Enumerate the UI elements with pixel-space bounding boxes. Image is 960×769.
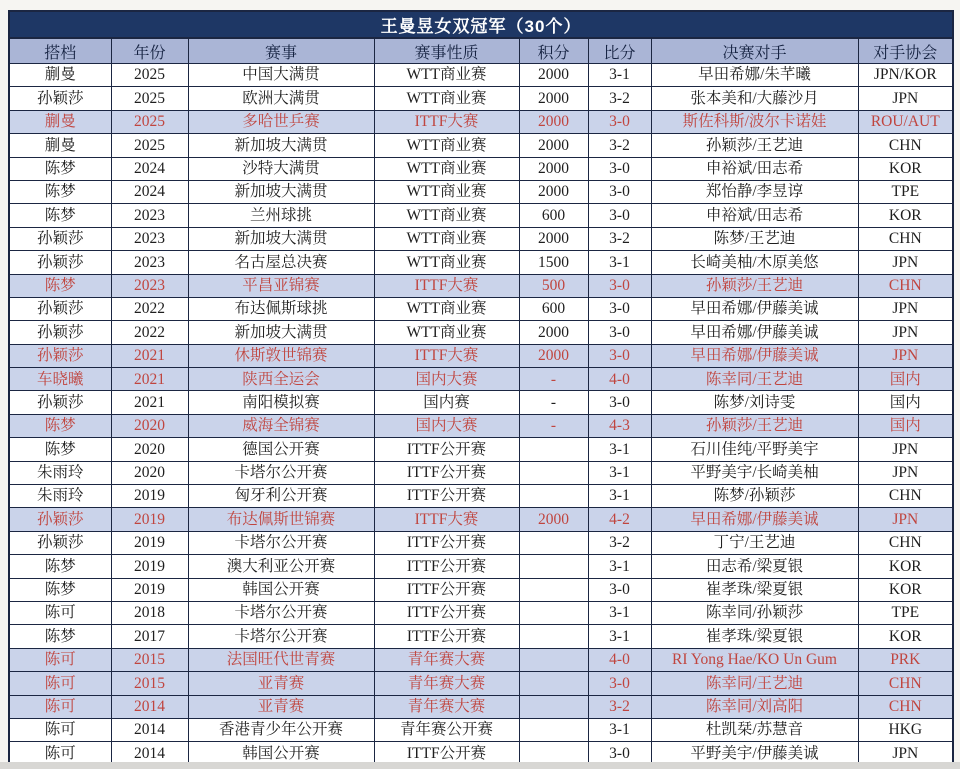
table-cell: KOR (858, 578, 953, 601)
table-row (9, 87, 953, 110)
table-cell (519, 695, 588, 718)
table-cell: 多哈世乒赛 (188, 110, 374, 133)
table-cell: 3-2 (588, 695, 651, 718)
table-cell: 3-2 (588, 87, 651, 110)
table-cell: PRK (858, 648, 953, 671)
table-cell: WTT商业赛 (374, 157, 519, 180)
table-cell: ITTF公开赛 (374, 485, 519, 508)
column-header: 搭档 (9, 38, 111, 64)
table-title: 王曼昱女双冠军（30个） (9, 11, 953, 38)
table-cell: 4-0 (588, 648, 651, 671)
table-cell: 陕西全运会 (188, 368, 374, 391)
table-cell: 名古屋总决赛 (188, 251, 374, 274)
table-cell: 平昌亚锦赛 (188, 274, 374, 297)
table-cell: 石川佳纯/平野美宇 (651, 438, 858, 461)
title-row (9, 11, 953, 38)
table-cell: WTT商业赛 (374, 87, 519, 110)
table-cell: CHN (858, 485, 953, 508)
table-cell: WTT商业赛 (374, 297, 519, 320)
table-cell: CHN (858, 134, 953, 157)
table-row (9, 204, 953, 227)
table-cell: 600 (519, 204, 588, 227)
table-cell: 孙颖莎 (9, 251, 111, 274)
table-cell: TPE (858, 601, 953, 624)
table-row (9, 508, 953, 531)
table-cell: 杜凯栞/苏慧音 (651, 718, 858, 741)
table-cell: 2000 (519, 180, 588, 203)
table-cell: 3-0 (588, 204, 651, 227)
table-cell: 2000 (519, 321, 588, 344)
table-cell: 国内 (858, 391, 953, 414)
table-cell: 亚青赛 (188, 672, 374, 695)
table-row (9, 368, 953, 391)
table-cell: 3-0 (588, 297, 651, 320)
table-row (9, 461, 953, 484)
table-cell: 孙颖莎 (9, 391, 111, 414)
table-cell: 卡塔尔公开赛 (188, 601, 374, 624)
table-row (9, 134, 953, 157)
table-cell: 卡塔尔公开赛 (188, 531, 374, 554)
table-cell: 陈梦 (9, 204, 111, 227)
column-header: 赛事 (188, 38, 374, 64)
table-cell: 2015 (111, 672, 188, 695)
table-cell: 陈梦 (9, 555, 111, 578)
table-cell: 亚青赛 (188, 695, 374, 718)
table-cell: 陈梦/王艺迪 (651, 227, 858, 250)
table-cell: 陈梦 (9, 180, 111, 203)
table-cell (519, 578, 588, 601)
table-cell: 孙颖莎 (9, 297, 111, 320)
table-cell: 2000 (519, 227, 588, 250)
table-cell: 孙颖莎/王艺迪 (651, 414, 858, 437)
table-cell: 休斯敦世锦赛 (188, 344, 374, 367)
table-cell: 3-1 (588, 438, 651, 461)
table-cell: 600 (519, 297, 588, 320)
table-cell: 2019 (111, 531, 188, 554)
table-cell: 陈幸同/孙颖莎 (651, 601, 858, 624)
table-cell: 陈幸同/王艺迪 (651, 368, 858, 391)
table-cell: 2000 (519, 157, 588, 180)
table-cell: 3-1 (588, 718, 651, 741)
table-cell: 2019 (111, 578, 188, 601)
table-cell: 陈幸同/王艺迪 (651, 672, 858, 695)
table-row (9, 695, 953, 718)
table-row (9, 648, 953, 671)
table-cell: 威海全锦赛 (188, 414, 374, 437)
table-cell: 陈幸同/刘高阳 (651, 695, 858, 718)
table-cell: JPN (858, 321, 953, 344)
table-cell: - (519, 368, 588, 391)
table-cell: 陈梦 (9, 438, 111, 461)
table-cell: RI Yong Hae/KO Un Gum (651, 648, 858, 671)
table-cell: 韩国公开赛 (188, 742, 374, 766)
table-cell: WTT商业赛 (374, 321, 519, 344)
table-cell: 陈可 (9, 648, 111, 671)
table-cell: ROU/AUT (858, 110, 953, 133)
column-header: 年份 (111, 38, 188, 64)
table-cell: 孙颖莎 (9, 344, 111, 367)
table-cell: 2020 (111, 438, 188, 461)
table-cell: ITTF公开赛 (374, 625, 519, 648)
table-cell: 3-1 (588, 601, 651, 624)
table-cell: 国内大赛 (374, 368, 519, 391)
table-cell: 陈梦 (9, 274, 111, 297)
table-cell: WTT商业赛 (374, 134, 519, 157)
table-cell: 孙颖莎 (9, 87, 111, 110)
table-cell: 平野美宇/伊藤美诚 (651, 742, 858, 766)
table-cell: 2000 (519, 110, 588, 133)
table-row (9, 64, 953, 87)
table-cell: 蒯曼 (9, 64, 111, 87)
table-cell: 3-0 (588, 391, 651, 414)
table-cell: 3-1 (588, 555, 651, 578)
table-cell: 陈梦 (9, 625, 111, 648)
table-cell: - (519, 391, 588, 414)
table-row (9, 321, 953, 344)
table-cell: 2014 (111, 695, 188, 718)
table-cell (519, 625, 588, 648)
table-cell: 中国大满贯 (188, 64, 374, 87)
table-cell: 2021 (111, 368, 188, 391)
table-cell: 陈可 (9, 672, 111, 695)
table-cell: TPE (858, 180, 953, 203)
table-cell: 2000 (519, 64, 588, 87)
table-cell: WTT商业赛 (374, 227, 519, 250)
table-cell: 3-2 (588, 134, 651, 157)
table-row (9, 180, 953, 203)
table-cell: 2000 (519, 508, 588, 531)
table-cell: 2023 (111, 251, 188, 274)
table-cell: 3-1 (588, 251, 651, 274)
table-cell: 3-2 (588, 531, 651, 554)
table-cell: 田志希/梁夏银 (651, 555, 858, 578)
column-header: 比分 (588, 38, 651, 64)
table-cell: 青年赛公开赛 (374, 718, 519, 741)
column-header: 赛事性质 (374, 38, 519, 64)
table-cell: 欧洲大满贯 (188, 87, 374, 110)
table-cell: 陈可 (9, 718, 111, 741)
table-cell: 陈梦/刘诗雯 (651, 391, 858, 414)
table-cell: CHN (858, 227, 953, 250)
table-cell: 国内赛 (374, 391, 519, 414)
column-header: 积分 (519, 38, 588, 64)
table-cell: 孙颖莎 (9, 227, 111, 250)
table-row (9, 110, 953, 133)
table-cell: 4-3 (588, 414, 651, 437)
table-row (9, 485, 953, 508)
table-cell: 孙颖莎/王艺迪 (651, 134, 858, 157)
table-cell: 早田希娜/朱芊曦 (651, 64, 858, 87)
table-cell: 青年赛大赛 (374, 672, 519, 695)
table-cell: 沙特大满贯 (188, 157, 374, 180)
table-cell: JPN/KOR (858, 64, 953, 87)
table-cell (519, 648, 588, 671)
table-cell: 布达佩斯世锦赛 (188, 508, 374, 531)
table-row (9, 625, 953, 648)
table-cell: 2021 (111, 344, 188, 367)
table-cell: 2023 (111, 227, 188, 250)
table-cell: 孙颖莎 (9, 321, 111, 344)
table-cell: JPN (858, 438, 953, 461)
table-cell: JPN (858, 297, 953, 320)
table-cell: 500 (519, 274, 588, 297)
table-cell: 长崎美柚/木原美悠 (651, 251, 858, 274)
table-cell: 崔孝珠/梁夏银 (651, 578, 858, 601)
table-cell: ITTF公开赛 (374, 531, 519, 554)
table-cell: 2018 (111, 601, 188, 624)
table-cell (519, 601, 588, 624)
column-header: 决赛对手 (651, 38, 858, 64)
championships-table (8, 10, 954, 767)
table-cell: 3-0 (588, 672, 651, 695)
table-cell: 3-0 (588, 110, 651, 133)
table-cell: JPN (858, 742, 953, 766)
table-cell: 3-0 (588, 742, 651, 766)
table-cell: 韩国公开赛 (188, 578, 374, 601)
table-cell: CHN (858, 274, 953, 297)
table-cell (519, 461, 588, 484)
table-cell: 3-0 (588, 344, 651, 367)
table-cell: 早田希娜/伊藤美诚 (651, 508, 858, 531)
table-cell: 南阳模拟赛 (188, 391, 374, 414)
table-cell: ITTF公开赛 (374, 438, 519, 461)
table-cell: 陈可 (9, 695, 111, 718)
table-row (9, 718, 953, 741)
table-cell: 申裕斌/田志希 (651, 204, 858, 227)
table-cell: ITTF公开赛 (374, 742, 519, 766)
table-cell: 国内大赛 (374, 414, 519, 437)
table-cell: 3-1 (588, 625, 651, 648)
table-row (9, 578, 953, 601)
table-row (9, 391, 953, 414)
table-cell: ITTF大赛 (374, 274, 519, 297)
table-cell: WTT商业赛 (374, 251, 519, 274)
table-cell: 3-0 (588, 578, 651, 601)
table-row (9, 672, 953, 695)
table-cell: 新加坡大满贯 (188, 321, 374, 344)
table-cell: 3-1 (588, 64, 651, 87)
table-cell: 2023 (111, 204, 188, 227)
table-cell: - (519, 414, 588, 437)
table-cell: 法国旺代世青赛 (188, 648, 374, 671)
table-cell: 青年赛大赛 (374, 648, 519, 671)
table-cell: 4-0 (588, 368, 651, 391)
table-row (9, 531, 953, 554)
table-cell: 2025 (111, 87, 188, 110)
table-cell: CHN (858, 531, 953, 554)
table-cell: HKG (858, 718, 953, 741)
table-cell: 卡塔尔公开赛 (188, 625, 374, 648)
table-cell: CHN (858, 672, 953, 695)
table-cell: 朱雨玲 (9, 485, 111, 508)
table-cell: 卡塔尔公开赛 (188, 461, 374, 484)
table-cell: 平野美宇/长崎美柚 (651, 461, 858, 484)
championships-table-wrap (8, 10, 952, 767)
table-cell: 3-2 (588, 227, 651, 250)
table-cell: JPN (858, 508, 953, 531)
table-cell: 陈梦 (9, 578, 111, 601)
table-cell: 2014 (111, 718, 188, 741)
table-cell: 3-1 (588, 485, 651, 508)
table-row (9, 601, 953, 624)
table-cell: 2021 (111, 391, 188, 414)
table-cell: 蒯曼 (9, 110, 111, 133)
table-cell: 国内 (858, 414, 953, 437)
table-cell: 青年赛大赛 (374, 695, 519, 718)
table-cell: 3-1 (588, 461, 651, 484)
table-cell: 2000 (519, 344, 588, 367)
table-row (9, 274, 953, 297)
table-cell: ITTF公开赛 (374, 555, 519, 578)
table-cell (519, 672, 588, 695)
table-cell: 陈梦 (9, 157, 111, 180)
table-cell: 2020 (111, 461, 188, 484)
table-cell: 2024 (111, 157, 188, 180)
table-cell (519, 531, 588, 554)
table-cell: 国内 (858, 368, 953, 391)
table-cell: ITTF大赛 (374, 508, 519, 531)
table-cell: KOR (858, 555, 953, 578)
table-cell: ITTF公开赛 (374, 578, 519, 601)
table-cell: 德国公开赛 (188, 438, 374, 461)
table-cell: 1500 (519, 251, 588, 274)
table-cell: 崔孝珠/梁夏银 (651, 625, 858, 648)
table-cell: WTT商业赛 (374, 180, 519, 203)
table-cell: 2015 (111, 648, 188, 671)
table-cell: 布达佩斯球挑 (188, 297, 374, 320)
table-cell: 2019 (111, 485, 188, 508)
table-cell: 新加坡大满贯 (188, 180, 374, 203)
table-cell: 斯佐科斯/波尔卡诺娃 (651, 110, 858, 133)
table-cell: 孙颖莎/王艺迪 (651, 274, 858, 297)
table-cell: 申裕斌/田志希 (651, 157, 858, 180)
table-cell: 4-2 (588, 508, 651, 531)
table-cell: 张本美和/大藤沙月 (651, 87, 858, 110)
table-cell: KOR (858, 157, 953, 180)
table-cell: JPN (858, 344, 953, 367)
table-cell: 陈梦/孙颖莎 (651, 485, 858, 508)
table-cell: KOR (858, 204, 953, 227)
table-cell: 车晓曦 (9, 368, 111, 391)
table-cell: 陈梦 (9, 414, 111, 437)
table-cell: JPN (858, 87, 953, 110)
table-cell: 2025 (111, 110, 188, 133)
table-cell (519, 718, 588, 741)
table-row (9, 227, 953, 250)
table-cell: 孙颖莎 (9, 531, 111, 554)
table-cell: KOR (858, 625, 953, 648)
table-cell: 孙颖莎 (9, 508, 111, 531)
table-cell: 2019 (111, 555, 188, 578)
table-cell: ITTF大赛 (374, 110, 519, 133)
table-cell: 2000 (519, 87, 588, 110)
table-cell: 郑怡静/李昱谆 (651, 180, 858, 203)
table-cell: 新加坡大满贯 (188, 227, 374, 250)
table-cell: 兰州球挑 (188, 204, 374, 227)
table-cell: 3-0 (588, 157, 651, 180)
table-cell: 3-0 (588, 274, 651, 297)
table-cell: 2022 (111, 297, 188, 320)
table-row (9, 555, 953, 578)
table-cell: 2020 (111, 414, 188, 437)
table-cell: WTT商业赛 (374, 204, 519, 227)
table-cell: 2019 (111, 508, 188, 531)
table-cell: 早田希娜/伊藤美诚 (651, 321, 858, 344)
table-cell: CHN (858, 695, 953, 718)
table-cell: JPN (858, 461, 953, 484)
table-cell: 2025 (111, 64, 188, 87)
table-cell: JPN (858, 251, 953, 274)
table-cell (519, 438, 588, 461)
table-cell: ITTF大赛 (374, 344, 519, 367)
table-cell: 陈可 (9, 742, 111, 766)
table-cell: 2000 (519, 134, 588, 157)
table-row (9, 344, 953, 367)
table-cell: WTT商业赛 (374, 64, 519, 87)
table-cell: 3-0 (588, 180, 651, 203)
table-cell: 陈可 (9, 601, 111, 624)
table-cell: 3-0 (588, 321, 651, 344)
bottom-margin-strip (0, 762, 960, 769)
table-cell: 早田希娜/伊藤美诚 (651, 344, 858, 367)
table-cell (519, 485, 588, 508)
table-cell: 2022 (111, 321, 188, 344)
table-row (9, 297, 953, 320)
column-header: 对手协会 (858, 38, 953, 64)
table-cell: 香港青少年公开赛 (188, 718, 374, 741)
table-cell: 2025 (111, 134, 188, 157)
table-cell: 2017 (111, 625, 188, 648)
table-cell (519, 555, 588, 578)
table-cell: 澳大利亚公开赛 (188, 555, 374, 578)
table-cell: 丁宁/王艺迪 (651, 531, 858, 554)
table-row (9, 157, 953, 180)
table-cell: ITTF公开赛 (374, 601, 519, 624)
table-row (9, 438, 953, 461)
table-row (9, 414, 953, 437)
table-cell: 2024 (111, 180, 188, 203)
header-row (9, 38, 953, 64)
table-row (9, 251, 953, 274)
table-cell: 匈牙利公开赛 (188, 485, 374, 508)
table-cell: 朱雨玲 (9, 461, 111, 484)
table-cell: 早田希娜/伊藤美诚 (651, 297, 858, 320)
table-cell: ITTF公开赛 (374, 461, 519, 484)
table-cell: 新加坡大满贯 (188, 134, 374, 157)
table-cell: 蒯曼 (9, 134, 111, 157)
table-cell: 2023 (111, 274, 188, 297)
table-cell: 2014 (111, 742, 188, 766)
